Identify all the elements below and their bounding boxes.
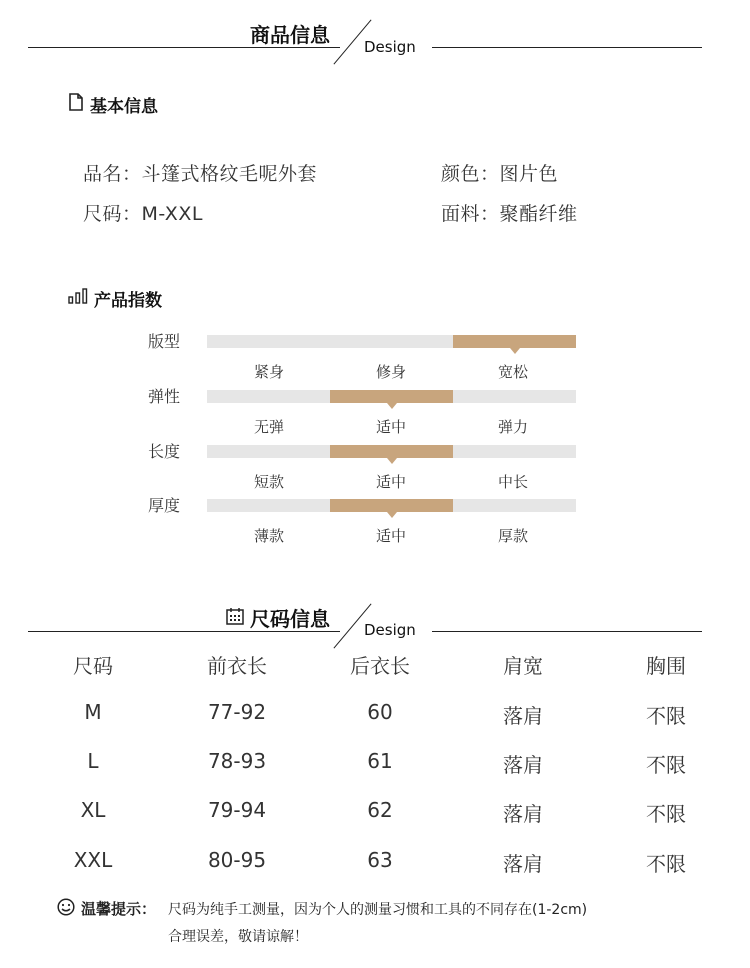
index-bar-selected: [330, 499, 453, 512]
index-option: 短款: [253, 473, 284, 491]
tip-line-1: 尺码为纯手工测量，因为个人的测量习惯和工具的不同存在(1-2cm): [168, 902, 588, 918]
calendar-icon: [226, 606, 244, 630]
index-row-label: 弹性: [148, 387, 181, 406]
size-table-cell: M: [84, 700, 102, 724]
size-table-header: 尺码: [73, 654, 113, 678]
index-row-label: 版型: [148, 332, 181, 351]
product-index-title: 产品指数: [94, 291, 162, 311]
product-size-range: 尺码：M-XXL: [83, 203, 203, 225]
size-table-header: 胸围: [646, 654, 686, 678]
document-icon: [68, 93, 84, 116]
size-table-cell: 落肩: [503, 753, 543, 777]
tip-line-2: 合理误差，敬请谅解！: [168, 929, 308, 945]
size-table-cell: 不限: [646, 704, 686, 728]
index-option: 适中: [375, 473, 406, 491]
product-fabric: 面料：聚酯纤维: [441, 203, 578, 225]
index-option: 紧身: [253, 363, 284, 381]
header-line-right: [432, 47, 702, 48]
index-option: 弹力: [497, 418, 528, 436]
size-table-cell: 不限: [646, 753, 686, 777]
index-option: 中长: [497, 473, 528, 491]
size-table-cell: 落肩: [503, 802, 543, 826]
index-option: 厚款: [497, 527, 528, 545]
index-option: 修身: [375, 363, 406, 381]
size-table-cell: 62: [367, 798, 393, 822]
size-table-cell: 61: [367, 749, 393, 773]
size-table-cell: 落肩: [503, 852, 543, 876]
size-table-cell: 不限: [646, 852, 686, 876]
index-option: 宽松: [497, 363, 528, 381]
basic-info-title: 基本信息: [90, 97, 158, 117]
size-table-cell: 63: [367, 848, 393, 872]
index-bar-selected: [453, 335, 576, 348]
index-bar-selected: [330, 390, 453, 403]
size-table-header: 后衣长: [350, 654, 410, 678]
size-table-cell: 落肩: [503, 704, 543, 728]
index-row-label: 长度: [148, 442, 181, 461]
size-table-cell: 80-95: [207, 848, 267, 872]
size-table-cell: XXL: [73, 848, 113, 872]
index-option: 薄款: [253, 527, 284, 545]
size-table-cell: 78-93: [207, 749, 267, 773]
index-option: 无弹: [253, 418, 284, 436]
size-table-header: 前衣长: [207, 654, 267, 678]
size-table-header: 肩宽: [503, 654, 543, 678]
size-table-cell: 不限: [646, 802, 686, 826]
size-table-cell: 77-92: [207, 700, 267, 724]
size-header-design-text: Design: [364, 621, 416, 639]
index-row-label: 厚度: [148, 496, 181, 515]
bar-chart-icon: [68, 288, 88, 309]
product-name: 品名：斗篷式格纹毛呢外套: [83, 163, 318, 185]
size-info-title: 尺码信息: [250, 607, 330, 631]
size-header-line-right: [432, 631, 702, 632]
smile-icon: [57, 898, 75, 920]
index-option: 适中: [375, 418, 406, 436]
header-design-text: Design: [364, 38, 416, 56]
product-info-title: 商品信息: [250, 23, 330, 47]
basic-info-heading: [68, 92, 158, 117]
tip-label: 温馨提示：: [81, 900, 157, 918]
index-bar-selected: [330, 445, 453, 458]
index-option: 适中: [375, 527, 406, 545]
size-info-heading: [226, 603, 330, 632]
size-table-cell: L: [87, 749, 99, 773]
product-index-heading: [68, 286, 162, 311]
size-table-cell: 60: [367, 700, 393, 724]
size-table-cell: XL: [80, 798, 106, 822]
size-table-cell: 79-94: [207, 798, 267, 822]
product-color: 颜色：图片色: [441, 163, 559, 185]
